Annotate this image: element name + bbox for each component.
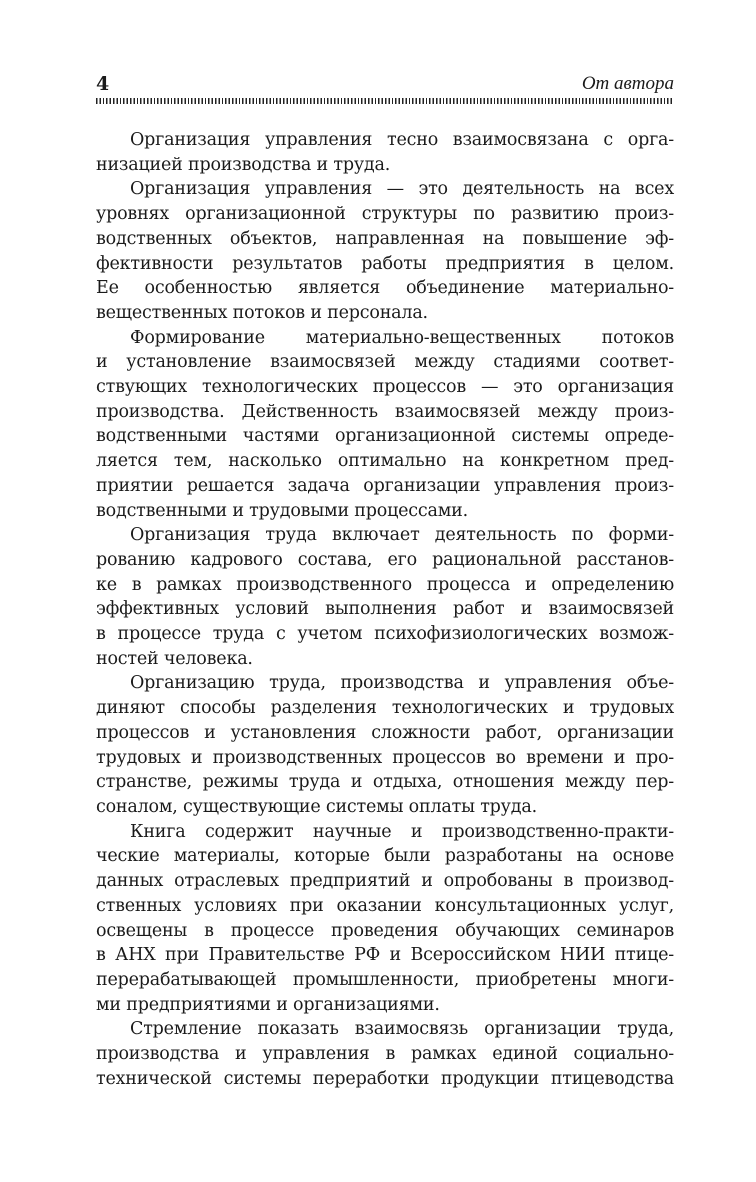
text-line: фективности результатов работы предприятия в целом. — [96, 253, 674, 274]
text-line: процессов и установления сложности работ, организации — [96, 722, 674, 743]
text-line: водственных объектов, направленная на повышение эф- — [96, 228, 674, 249]
text-line: соналом, существующие системы оплаты труда. — [96, 796, 537, 817]
text-line: приятии решается задача организации управления произ- — [96, 475, 674, 496]
text-line: Организация управления тесно взаимосвязана с орга- — [130, 130, 674, 150]
text-line: технической системы переработки продукции птицеводства — [96, 1068, 674, 1089]
text-line: Организацию труда, производства и управления объе- — [130, 673, 674, 694]
text-line: Формирование материально-вещественных потоков — [130, 327, 674, 348]
text-line: в процессе труда с учетом психофизиологических возмож- — [96, 624, 674, 645]
text-line: производства. Действенность взаимосвязей между произ- — [96, 401, 674, 422]
text-line: ствующих технологических процессов — это организация — [96, 377, 674, 398]
running-title: От автора — [581, 73, 674, 94]
text-line: уровнях организационной структуры по развитию произ- — [96, 204, 674, 225]
text-line: Ее особенностью является объединение материально- — [96, 278, 674, 299]
text-line: эффективных условий выполнения работ и взаимосвязей — [96, 599, 674, 620]
text-line: странстве, режимы труда и отдыха, отношения между пер- — [96, 772, 674, 793]
text-line: освещены в процессе проведения обучающих семинаров — [96, 920, 674, 941]
text-line: рованию кадрового состава, его рациональной расстанов- — [96, 549, 674, 570]
page-header — [96, 72, 674, 98]
paragraph — [96, 128, 674, 177]
header-dotted-rule — [96, 98, 674, 104]
page-number: 4 — [96, 73, 110, 95]
text-line: Стремление показать взаимосвязь организации труда, — [130, 1019, 674, 1040]
text-line: водственными частями организационной системы опреде- — [96, 426, 674, 447]
text-line: трудовых и производственных процессов во времени и про- — [96, 747, 674, 768]
text-line: ми предприятиями и организациями. — [96, 994, 440, 1015]
text-line: ностей человека. — [96, 648, 253, 669]
paragraph — [96, 1017, 674, 1091]
text-line: и установление взаимосвязей между стадиями соответ- — [96, 352, 674, 373]
body-text — [96, 128, 674, 1091]
text-line: производства и управления в рамках единой социально- — [96, 1044, 674, 1065]
paragraph — [96, 671, 674, 819]
text-line: Организация труда включает деятельность по форми- — [130, 525, 674, 546]
paragraph — [96, 177, 674, 325]
text-line: диняют способы разделения технологических и трудовых — [96, 698, 674, 719]
text-line: ственных условиях при оказании консультационных услуг, — [96, 895, 674, 916]
text-line: низацией производства и труда. — [96, 154, 391, 175]
text-line: Организация управления — это деятельность на всех — [130, 179, 674, 200]
text-line: ляется тем, насколько оптимально на конкретном пред- — [96, 451, 674, 472]
text-line: вещественных потоков и персонала. — [96, 302, 428, 323]
text-line: ке в рамках производственного процесса и определению — [96, 574, 674, 595]
text-line: перерабатывающей промышленности, приобретены многи- — [96, 969, 674, 990]
text-line: в АНХ при Правительстве РФ и Всероссийском НИИ птице- — [96, 945, 674, 966]
text-line: данных отраслевых предприятий и опробованы в производ- — [96, 871, 674, 892]
text-line: водственными и трудовыми процессами. — [96, 500, 468, 521]
paragraph — [96, 523, 674, 671]
paragraph — [96, 820, 674, 1018]
text-line: Книга содержит научные и производственно-практи- — [130, 821, 674, 842]
text-line: ческие материалы, которые были разработаны на основе — [96, 846, 674, 867]
paragraph — [96, 326, 674, 524]
